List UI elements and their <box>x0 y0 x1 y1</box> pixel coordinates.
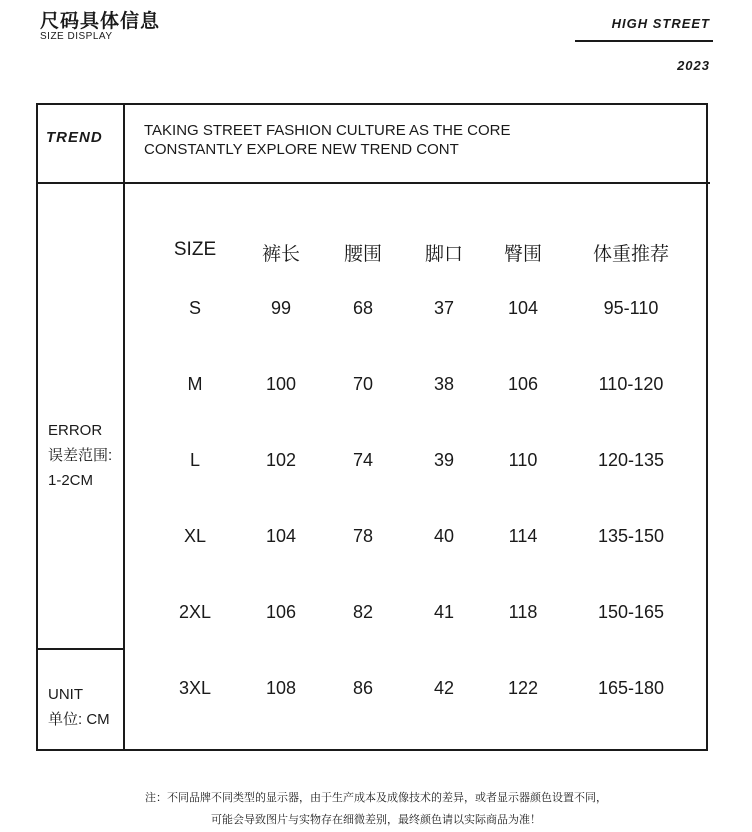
column-header-weight: 体重推荐 <box>592 244 670 265</box>
table-cell-hip: 106 <box>507 374 539 394</box>
page-subtitle: SIZE DISPLAY <box>40 31 113 42</box>
column-header-hem: 脚口 <box>424 244 464 265</box>
table-cell-hip: 114 <box>508 526 538 546</box>
column-header-size: SIZE <box>173 239 217 260</box>
table-cell-weight: 165-180 <box>597 678 665 698</box>
column-header-hip: 臀围 <box>503 244 543 265</box>
table-cell-weight: 135-150 <box>597 526 665 546</box>
table-cell-length: 100 <box>265 374 297 394</box>
table-cell-waist: 70 <box>352 374 374 394</box>
table-cell-size: 2XL <box>178 602 212 622</box>
page-title: 尺码具体信息 <box>40 10 161 32</box>
table-cell-hem: 41 <box>433 602 455 622</box>
table-cell-size: M <box>187 374 203 394</box>
table-cell-length: 99 <box>270 298 292 318</box>
brand-underline <box>575 40 713 42</box>
table-cell-hem: 40 <box>433 526 455 546</box>
table-cell-length: 108 <box>265 678 297 698</box>
table-cell-size: S <box>188 298 202 318</box>
year-label: 2023 <box>677 58 710 73</box>
size-chart-frame <box>36 103 708 751</box>
table-cell-waist: 74 <box>352 450 374 470</box>
trend-label: TREND <box>46 129 103 146</box>
table-cell-length: 104 <box>265 526 297 546</box>
error-label-cn: 误差范围: <box>48 447 113 464</box>
table-cell-weight: 150-165 <box>597 602 665 622</box>
table-cell-weight: 110-120 <box>598 374 664 394</box>
table-cell-hem: 38 <box>433 374 455 394</box>
footer-note-line-1: 注：不同品牌不同类型的显示器，由于生产成本及成像技术的差异，或者显示器颜色设置不同， <box>145 792 607 804</box>
unit-label-cn: 单位: CM <box>48 711 110 728</box>
error-value: 1-2CM <box>48 472 94 489</box>
table-cell-weight: 95-110 <box>603 298 659 318</box>
table-cell-hem: 37 <box>433 298 455 318</box>
column-header-waist: 腰围 <box>343 244 383 265</box>
trend-tagline <box>144 121 510 159</box>
unit-note <box>48 682 110 732</box>
tagline-line-1: TAKING STREET FASHION CULTURE AS THE CORE <box>144 122 511 139</box>
footer-note-line-2: 可能会导致图片与实物存在细微差别，最终颜色请以实际商品为准！ <box>211 814 541 826</box>
table-cell-hem: 42 <box>433 678 455 698</box>
error-label: ERROR <box>48 422 103 439</box>
table-cell-size: XL <box>183 526 207 546</box>
table-cell-waist: 68 <box>352 298 374 318</box>
table-cell-length: 106 <box>265 602 297 622</box>
table-cell-waist: 86 <box>352 678 374 698</box>
table-cell-hip: 110 <box>508 450 538 470</box>
header-row-divider <box>36 182 710 184</box>
table-cell-hip: 118 <box>508 602 538 622</box>
tagline-line-2: CONSTANTLY EXPLORE NEW TREND CONT <box>144 141 459 158</box>
table-cell-weight: 120-135 <box>597 450 665 470</box>
table-cell-hem: 39 <box>433 450 455 470</box>
unit-row-divider <box>36 648 125 650</box>
brand-label: HIGH STREET <box>611 16 710 31</box>
error-note <box>48 418 112 493</box>
table-cell-length: 102 <box>265 450 297 470</box>
table-cell-waist: 78 <box>352 526 374 546</box>
table-cell-size: L <box>189 450 201 470</box>
table-cell-hip: 122 <box>507 678 539 698</box>
column-divider <box>123 103 125 751</box>
table-cell-size: 3XL <box>178 678 212 698</box>
table-cell-waist: 82 <box>352 602 374 622</box>
table-cell-hip: 104 <box>507 298 539 318</box>
column-header-length: 裤长 <box>261 244 301 265</box>
unit-label: UNIT <box>48 686 83 703</box>
